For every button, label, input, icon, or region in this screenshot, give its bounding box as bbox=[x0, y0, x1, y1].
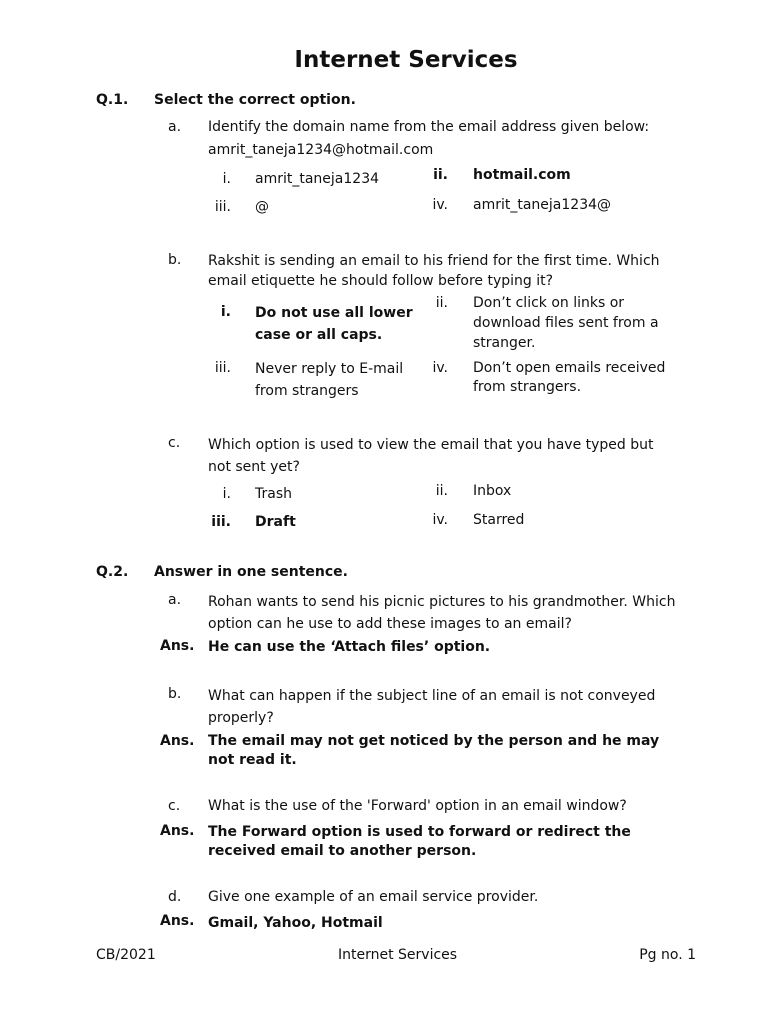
answer-text-c: The Forward option is used to forward or redirect the received email to another person. bbox=[208, 824, 631, 859]
option-text: Never reply to E-mail from strangers bbox=[255, 361, 404, 399]
question-heading-1: Select the correct option. bbox=[154, 92, 356, 108]
option-text-correct: hotmail.com bbox=[473, 167, 571, 183]
option-number: i. bbox=[222, 486, 231, 502]
question-number-1: Q.1. bbox=[96, 92, 129, 108]
answer-label: Ans. bbox=[160, 638, 195, 654]
option-text: Trash bbox=[255, 486, 292, 502]
subquestion-text-d: Give one example of an email service provider. bbox=[208, 889, 539, 905]
option-number: iv. bbox=[432, 360, 448, 376]
option-number: i. bbox=[222, 171, 231, 187]
subquestion-letter-c: c. bbox=[168, 798, 181, 814]
subquestion-text-b: What can happen if the subject line of an email is not conveyed properly? bbox=[208, 688, 656, 726]
subquestion-text-b: Rakshit is sending an email to his friend for the first time. Which email etiquette he should follow before typing it? bbox=[208, 253, 660, 289]
option-text-correct: Do not use all lower case or all caps. bbox=[255, 305, 413, 343]
subquestion-letter-a: a. bbox=[168, 119, 182, 135]
option-number: ii. bbox=[435, 295, 448, 311]
option-number: iii. bbox=[214, 199, 231, 215]
subquestion-text-c: What is the use of the 'Forward' option in an email window? bbox=[208, 798, 627, 814]
option-number: i. bbox=[220, 304, 231, 320]
subquestion-text-a: Rohan wants to send his picnic pictures to his grandmother. Which option can he use to add these images to an email? bbox=[208, 594, 676, 632]
option-text: amrit_taneja1234@ bbox=[473, 197, 612, 213]
question-heading-2: Answer in one sentence. bbox=[154, 564, 348, 580]
subquestion-letter-c: c. bbox=[168, 435, 181, 451]
footer-page-number: Pg no. 1 bbox=[639, 947, 696, 963]
option-text: Starred bbox=[473, 512, 525, 528]
option-text: amrit_taneja1234 bbox=[255, 171, 380, 187]
footer-code: CB/2021 bbox=[96, 947, 156, 963]
option-number: iv. bbox=[432, 197, 448, 213]
subquestion-letter-b: b. bbox=[168, 252, 182, 268]
page-title: Internet Services bbox=[294, 47, 518, 73]
option-number: ii. bbox=[435, 483, 448, 499]
option-text: @ bbox=[255, 199, 269, 215]
subquestion-text-c: Which option is used to view the email that you have typed but not sent yet? bbox=[208, 437, 654, 475]
option-text: Don’t open emails received from strangers. bbox=[473, 360, 666, 395]
subquestion-letter-b: b. bbox=[168, 686, 182, 702]
answer-label: Ans. bbox=[160, 733, 195, 749]
email-address: amrit_taneja1234@hotmail.com bbox=[208, 142, 434, 158]
option-text: Inbox bbox=[473, 483, 512, 499]
footer-title: Internet Services bbox=[338, 947, 458, 963]
answer-text-a: He can use the ‘Attach files’ option. bbox=[208, 639, 491, 655]
subquestion-text-a: Identify the domain name from the email address given below: bbox=[208, 119, 650, 135]
option-number: iii. bbox=[211, 514, 231, 530]
option-number: iii. bbox=[214, 360, 231, 376]
answer-label: Ans. bbox=[160, 823, 195, 839]
option-number: iv. bbox=[432, 512, 448, 528]
subquestion-letter-d: d. bbox=[168, 889, 182, 905]
answer-text-b: The email may not get noticed by the person and he may not read it. bbox=[208, 733, 660, 768]
answer-label: Ans. bbox=[160, 913, 195, 929]
subquestion-letter-a: a. bbox=[168, 592, 182, 608]
option-number: ii. bbox=[433, 167, 448, 183]
answer-text-d: Gmail, Yahoo, Hotmail bbox=[208, 915, 383, 931]
question-number-2: Q.2. bbox=[96, 564, 129, 580]
option-text-correct: Draft bbox=[255, 514, 296, 530]
option-text: Don’t click on links or download files sent from a stranger. bbox=[473, 295, 659, 351]
